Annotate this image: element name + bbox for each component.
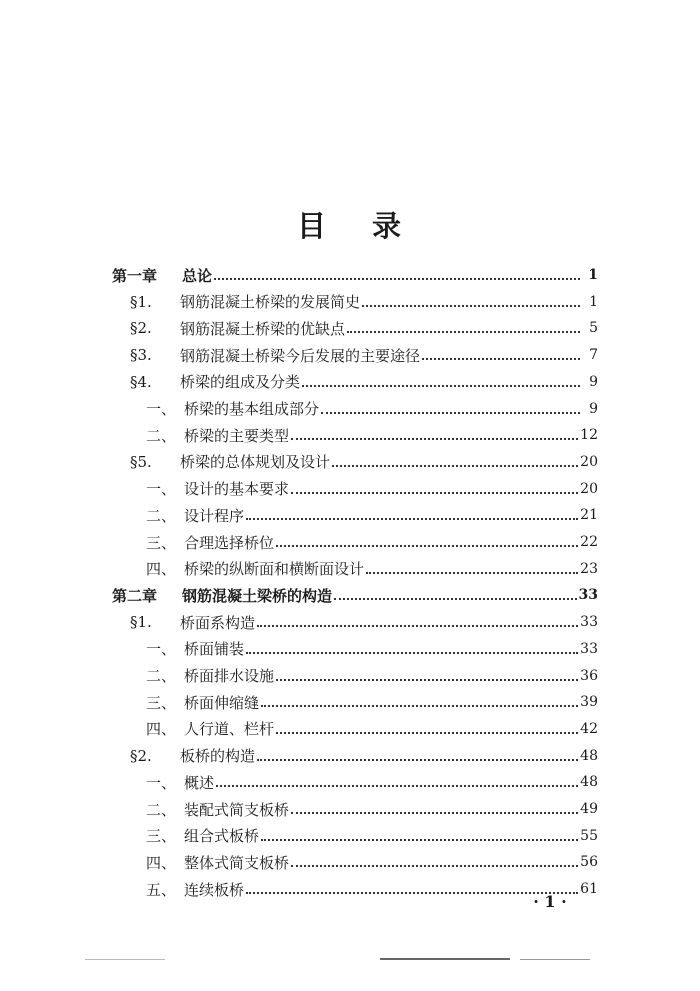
dot-leader: [257, 759, 578, 761]
toc-entry-title: 钢筋混凝土桥梁的优缺点: [180, 319, 346, 338]
toc-entry-number: 二、: [146, 506, 177, 525]
toc-entry-title: 总论: [182, 266, 213, 285]
toc-entry: [146, 689, 598, 715]
toc-entry: [146, 716, 598, 742]
toc-entry-title: 概述: [184, 773, 215, 792]
dot-leader: [276, 545, 578, 547]
toc-entry: [146, 769, 598, 795]
toc-entry: [130, 449, 598, 475]
toc-entry: [146, 556, 598, 582]
toc-entry-number: 五、: [146, 880, 177, 899]
toc-entry-page: 56: [580, 854, 598, 871]
toc-entry-number: 四、: [146, 720, 177, 739]
toc-entry-number: §2.: [130, 319, 152, 338]
toc-entry-page: 48: [580, 774, 598, 791]
toc-entry: [146, 476, 598, 502]
toc-entry: [146, 396, 598, 422]
toc-entry-number: 二、: [146, 800, 177, 819]
toc-entry: [146, 636, 598, 662]
toc-entry: [130, 609, 598, 635]
dot-leader: [261, 839, 578, 841]
toc-entry-number: 二、: [146, 667, 177, 685]
toc-entry-title: 钢筋混凝土桥梁今后发展的主要途径: [180, 346, 421, 365]
toc-entry-number: §5.: [130, 452, 152, 471]
toc-entry-title: 组合式板桥: [184, 827, 260, 846]
toc-entry-number: §3.: [130, 346, 152, 365]
toc-entry-page: 1: [588, 267, 598, 283]
dot-leader: [291, 438, 578, 440]
dot-leader: [261, 705, 578, 707]
dot-leader: [216, 785, 578, 787]
toc-entry: [112, 582, 598, 608]
toc-entry-title: 设计程序: [184, 506, 245, 525]
toc-entry-title: 桥面排水设施: [184, 667, 275, 685]
toc-entry-number: 四、: [146, 853, 177, 872]
dot-leader: [291, 812, 578, 814]
toc-entry-page: 33: [580, 614, 598, 631]
toc-entry-title: 桥梁的纵断面和横断面设计: [184, 560, 365, 579]
toc-entry: [130, 342, 598, 368]
toc-entry-number: 三、: [146, 693, 177, 712]
dot-leader: [246, 652, 578, 654]
toc-entry-page: 1: [589, 293, 598, 310]
toc-entry-page: 49: [580, 801, 598, 817]
toc-entry-title: 桥面铺装: [184, 640, 245, 659]
dot-leader: [332, 465, 578, 467]
toc-entry-page: 7: [589, 347, 598, 364]
toc-entry-number: 三、: [146, 533, 177, 552]
toc-entry-title: 钢筋混凝土桥梁的发展简史: [180, 293, 361, 312]
toc-entry-page: 39: [580, 694, 598, 711]
scan-artifact-line: [85, 959, 165, 960]
toc-entry-number: §1.: [130, 613, 152, 632]
toc-entry: [146, 529, 598, 555]
toc-entry-page: 20: [580, 480, 598, 497]
toc-entry-title: 桥梁的基本组成部分: [184, 400, 320, 418]
toc-entry-title: 桥面伸缩缝: [184, 693, 260, 712]
toc-entry-page: 33: [578, 587, 598, 604]
toc-entry: [146, 796, 598, 822]
toc-entry-title: 桥梁的组成及分类: [180, 373, 301, 392]
dot-leader: [302, 385, 580, 387]
dot-leader: [246, 518, 578, 520]
dot-leader: [334, 598, 577, 600]
toc-entry: [130, 369, 598, 395]
dot-leader: [291, 492, 578, 494]
dot-leader: [362, 305, 580, 307]
toc-entry-number: 三、: [146, 827, 177, 846]
toc-entry-page: 9: [589, 373, 598, 390]
toc-entry-page: 48: [580, 747, 598, 764]
dot-leader: [276, 732, 578, 734]
dot-leader: [291, 865, 578, 867]
dot-leader: [347, 331, 580, 333]
toc-entry-page: 22: [580, 534, 598, 550]
page-title: [0, 206, 700, 246]
toc-entry-number: 一、: [146, 640, 177, 659]
toc-entry-title: 板桥的构造: [180, 747, 256, 766]
toc-entry-page: 42: [580, 720, 598, 737]
toc-entry-page: 55: [580, 827, 598, 844]
toc-entry-title: 桥面系构造: [180, 613, 256, 632]
toc-entry: [146, 849, 598, 875]
scan-artifact-line: [520, 959, 590, 960]
toc-entry: [130, 289, 598, 315]
dot-leader: [422, 358, 580, 360]
toc-entry-title: 人行道、栏杆: [184, 720, 275, 739]
dot-leader: [321, 412, 580, 414]
toc-entry: [146, 663, 598, 689]
dot-leader: [276, 679, 578, 681]
toc-entry-number: §4.: [130, 372, 152, 391]
toc-entry-page: 12: [580, 427, 598, 444]
toc-entry-page: 21: [580, 507, 598, 524]
toc-entry-number: 一、: [146, 480, 177, 499]
dot-leader: [366, 572, 578, 574]
page-number: · 1 ·: [533, 892, 567, 911]
toc-entry-number: 第一章: [112, 266, 158, 285]
toc-entry-number: 一、: [146, 773, 177, 792]
toc-entry-page: 20: [580, 453, 598, 470]
toc-entry-number: 二、: [146, 426, 177, 445]
toc-entry-page: 9: [589, 400, 598, 417]
toc-entry-title: 合理选择桥位: [184, 533, 275, 552]
toc-entry-title: 整体式简支板桥: [184, 853, 290, 872]
toc-entry-title: 连续板桥: [184, 880, 245, 899]
toc-entry-number: 一、: [146, 400, 177, 418]
toc-entry: [112, 262, 598, 288]
title-char-1: 目: [296, 209, 328, 243]
dot-leader: [257, 625, 578, 627]
scan-artifact-line: [380, 958, 510, 960]
toc-entry-page: 23: [580, 560, 598, 577]
toc-entry: [146, 823, 598, 849]
toc-entry-title: 设计的基本要求: [184, 480, 290, 499]
toc-entry-page: 33: [580, 640, 598, 657]
dot-leader: [214, 278, 580, 280]
toc-entry: [130, 743, 598, 769]
toc-entry-title: 桥梁的总体规划及设计: [180, 453, 331, 472]
toc-entry-title: 桥梁的主要类型: [184, 426, 290, 445]
toc-entry-page: 61: [580, 881, 598, 898]
toc-entry: [146, 422, 598, 448]
toc-entry-title: 钢筋混凝土梁桥的构造: [182, 586, 333, 605]
title-char-2: 录: [372, 209, 404, 243]
toc-entry: [146, 502, 598, 528]
toc-entry-number: §2.: [130, 746, 152, 765]
toc-entry-page: 5: [589, 320, 598, 337]
toc-entry-number: §1.: [130, 292, 152, 311]
toc-entry-page: 36: [580, 667, 598, 684]
toc-entry: [130, 315, 598, 341]
toc-entry-number: 四、: [146, 560, 177, 579]
toc-entry-number: 第二章: [112, 586, 158, 605]
toc-entry-title: 装配式简支板桥: [184, 800, 290, 819]
